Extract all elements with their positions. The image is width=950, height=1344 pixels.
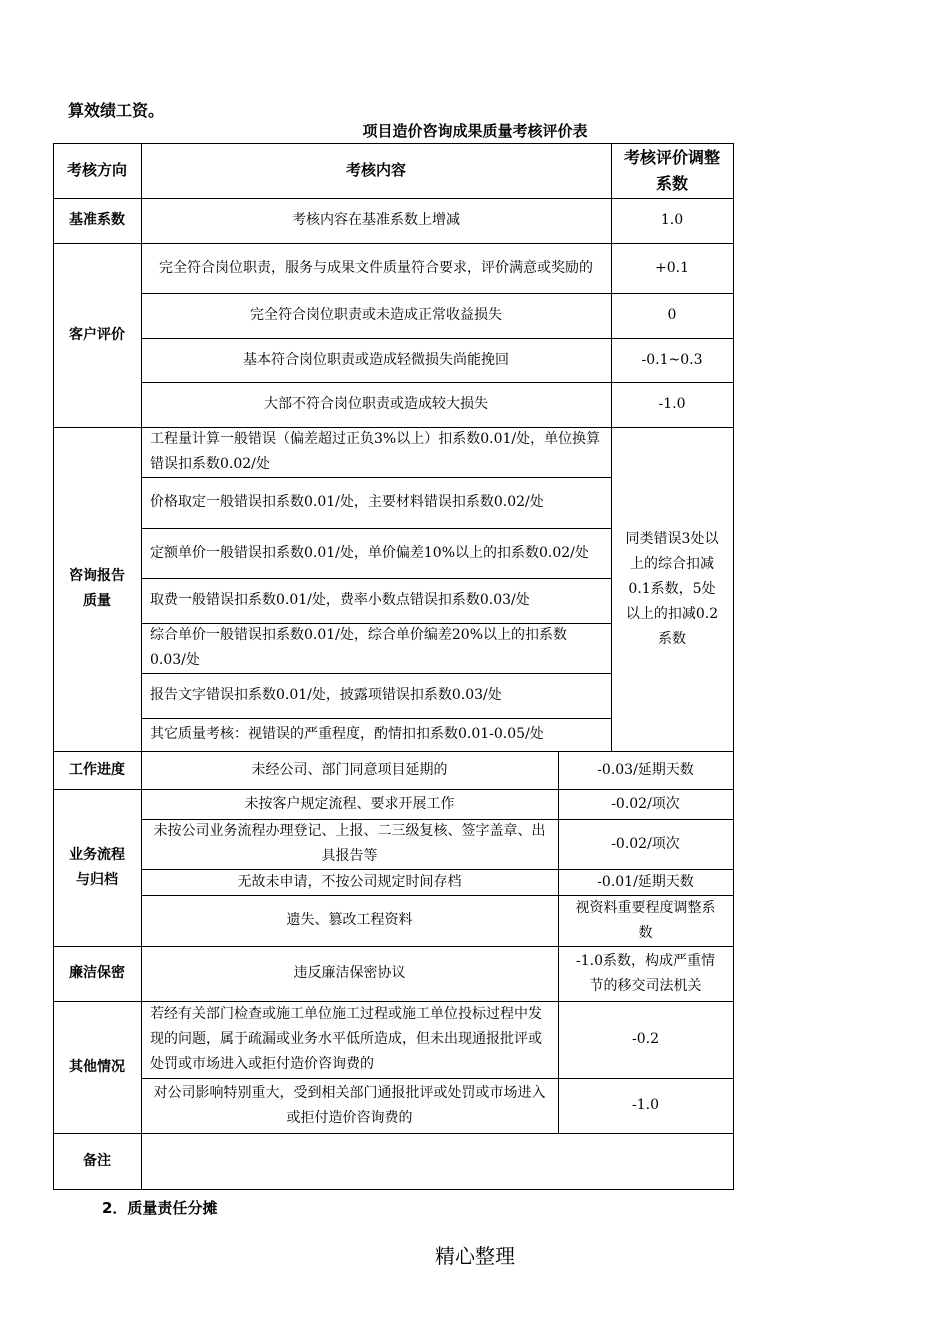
- integrity-coefficient: -1.0系数，构成严重情节的移交司法机关: [576, 952, 715, 994]
- customer-row-content: 基本符合岗位职责或造成轻微损失尚能挽回: [243, 351, 509, 368]
- workflow-row-coefficient: 视资料重要程度调整系数: [575, 899, 716, 941]
- customer-row-content: 完全符合岗位职责或未造成正常收益损失: [250, 307, 502, 323]
- progress-content: 未经公司、部门同意项目延期的: [251, 761, 448, 778]
- report-label: 咨询报告质量: [69, 568, 125, 609]
- integrity-content: 违反廉洁保密协议: [293, 965, 406, 981]
- other-row-coefficient: -1.0: [632, 1097, 659, 1113]
- customer-row-coefficient: 0: [667, 307, 677, 323]
- workflow-row-coefficient: -0.02/项次: [611, 835, 680, 852]
- report-row: 取费一般错误扣系数0.01/处，费率小数点错误扣系数0.03/处: [150, 592, 530, 608]
- workflow-label: 业务流程与归档: [69, 846, 125, 888]
- remark-label: 备注: [83, 1152, 111, 1169]
- other-row-coefficient: -0.2: [632, 1031, 659, 1047]
- progress-coefficient: -0.03/延期天数: [597, 761, 694, 778]
- customer-row-coefficient: -0.1~0.3: [641, 351, 703, 368]
- baseline-content: 考核内容在基准系数上增减: [292, 212, 460, 228]
- other-row-content: 若经有关部门检查或施工单位施工过程或施工单位投标过程中发现的问题，属于疏漏或业务水平低所造成，但未出现通报批评或处罚或市场进入或拒付造价咨询费的: [150, 1006, 542, 1072]
- workflow-row-content: 无故未申请，不按公司规定时间存档: [237, 873, 462, 890]
- workflow-row-content: 未按客户规定流程、要求开展工作: [244, 795, 455, 812]
- report-row: 报告文字错误扣系数0.01/处，披露项错误扣系数0.03/处: [150, 687, 502, 703]
- other-row-content: 对公司影响特别重大，受到相关部门通报批评或处罚或市场进入或拒付造价咨询费的: [153, 1084, 546, 1126]
- remark-content: [141, 1133, 733, 1189]
- workflow-row-content: 未按公司业务流程办理登记、上报、二三级复核、签字盖章、出具报告等: [153, 823, 546, 864]
- other-label: 其他情况: [69, 1058, 125, 1075]
- progress-label: 工作进度: [69, 761, 125, 778]
- customer-row-content: 完全符合岗位职责，服务与成果文件质量符合要求，评价满意或奖励的: [159, 259, 593, 276]
- header-direction: 考核方向: [66, 161, 127, 179]
- workflow-row-coefficient: -0.02/项次: [611, 795, 680, 812]
- header-content: 考核内容: [345, 161, 406, 179]
- customer-label: 客户评价: [69, 326, 125, 343]
- report-coefficient: 同类错误3处以上的综合扣减0.1系数，5处以上的扣减0.2系数: [625, 530, 719, 647]
- header-coefficient: 考核评价调整系数: [623, 147, 720, 193]
- baseline-label: 基准系数: [69, 212, 125, 228]
- report-row: 综合单价一般错误扣系数0.01/处，综合单价编差20%以上的扣系数0.03/处: [150, 627, 568, 668]
- intro-text: 算效绩工资。: [68, 101, 165, 120]
- footer-watermark-text: 精心整理: [435, 1244, 515, 1268]
- report-row: 工程量计算一般错误（偏差超过正负3%以上）扣系数0.01/处，单位换算错误扣系数0.02/处: [150, 431, 601, 472]
- workflow-row-content: 遗失、篡改工程资料: [286, 912, 413, 928]
- customer-row-coefficient: +0.1: [655, 259, 689, 276]
- section-heading: 2．质量责任分摊: [102, 1199, 218, 1217]
- baseline-coefficient: 1.0: [660, 212, 684, 228]
- integrity-label: 廉洁保密: [69, 965, 125, 981]
- report-row: 其它质量考核：视错误的严重程度，酌情扣扣系数0.01-0.05/处: [150, 726, 544, 742]
- workflow-row-coefficient: -0.01/延期天数: [597, 873, 694, 890]
- customer-row-coefficient: -1.0: [658, 396, 686, 412]
- report-row: 定额单价一般错误扣系数0.01/处，单价偏差10%以上的扣系数0.02/处: [150, 544, 589, 561]
- table-title: 项目造价咨询成果质量考核评价表: [362, 122, 588, 140]
- report-row: 价格取定一般错误扣系数0.01/处，主要材料错误扣系数0.02/处: [150, 494, 544, 510]
- customer-row-content: 大部不符合岗位职责或造成较大损失: [264, 396, 488, 412]
